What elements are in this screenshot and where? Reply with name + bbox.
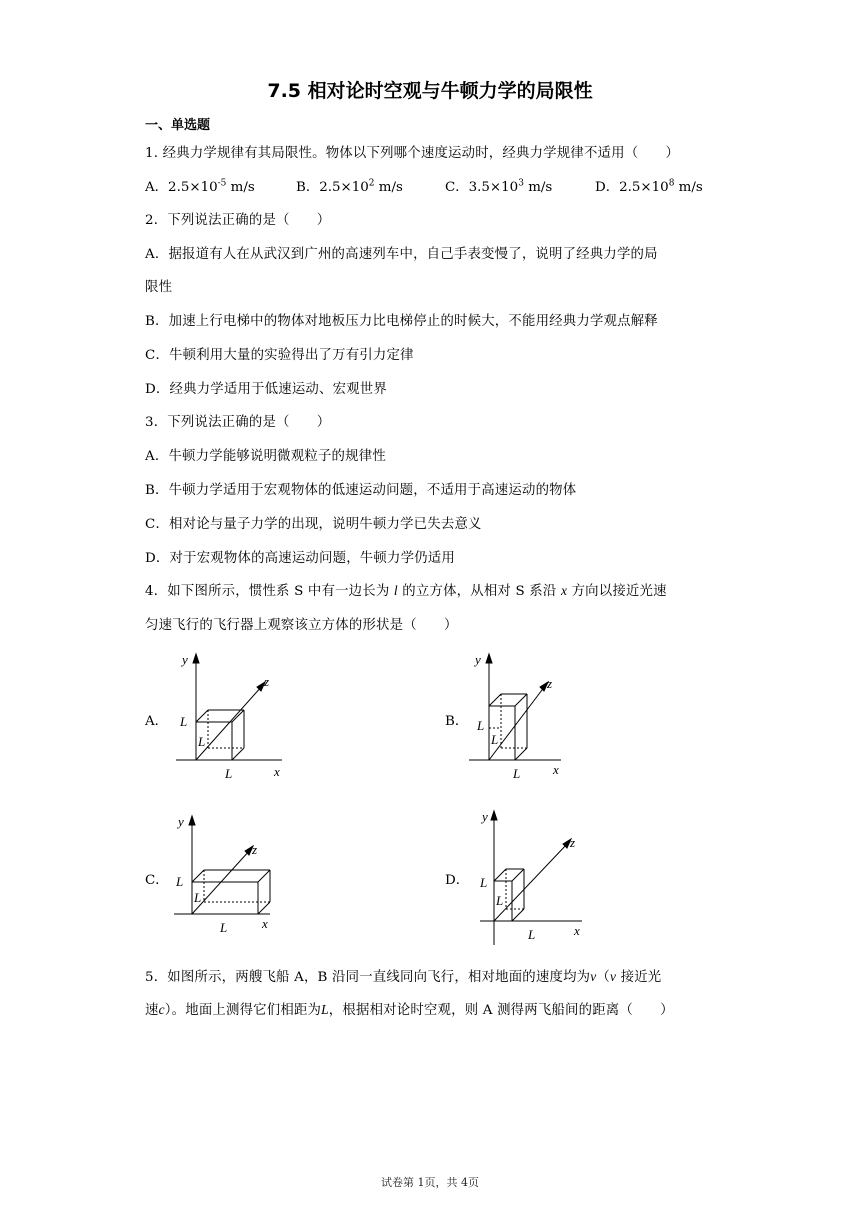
q4-option-a-label[interactable]: A． — [145, 714, 169, 729]
q3-option-a[interactable]: A．牛顿力学能够说明微观粒子的规律性 — [145, 449, 386, 464]
q4-option-b-label[interactable]: B． — [445, 714, 469, 729]
q2-option-a[interactable]: A．据报道有人在从武汉到广州的高速列车中，自己手表变慢了，说明了经典力学的局 — [145, 247, 658, 262]
l-label: L — [180, 714, 188, 729]
page-title: 7.5 相对论时空观与牛顿力学的局限性 — [267, 80, 593, 102]
q4-option-c-label[interactable]: C． — [145, 873, 169, 888]
q1-option-a[interactable]: A．$2.5\times 10^{-5}$ m/s — [145, 178, 255, 195]
q1-option-b[interactable]: B．$2.5\times 10^2$ m/s — [296, 178, 403, 195]
q4-figure-a[interactable] — [170, 650, 295, 785]
q4-option-d-label[interactable]: D． — [445, 873, 470, 888]
q3-option-d[interactable]: D．对于宏观物体的高速运动问题，牛顿力学仍适用 — [145, 551, 455, 566]
q4-stem-line1: 4．如下图所示，惯性系 S 中有一边长为 l 的立方体，从相对 S 系沿 x 方向以接近光速 — [145, 583, 667, 599]
y-axis-label: y — [475, 652, 481, 667]
z-axis-label: z — [252, 842, 258, 857]
l-label: L — [491, 732, 499, 747]
l-label: L — [477, 718, 485, 733]
q5-stem-line2: 速c）。地面上测得它们相距为L，根据相对论时空观，则 A 测得两飞船间的距离（ ） — [145, 1002, 674, 1018]
l-label: L — [225, 766, 233, 781]
z-axis-label: z — [264, 674, 270, 689]
l-label: L — [198, 734, 206, 749]
x-axis-label: x — [553, 762, 559, 777]
y-axis-label: y — [178, 814, 184, 829]
x-axis-label: x — [574, 923, 580, 938]
q2-option-a-cont[interactable]: 限性 — [145, 280, 173, 295]
section-heading: 一、单选题 — [145, 118, 211, 133]
y-axis-label: y — [182, 652, 188, 667]
l-label: L — [176, 874, 184, 889]
z-axis-label: z — [547, 676, 553, 691]
y-axis-label: y — [482, 809, 488, 824]
l-label: L — [496, 893, 504, 908]
q3-option-b[interactable]: B．牛顿力学适用于宏观物体的低速运动问题，不适用于高速运动的物体 — [145, 483, 577, 498]
q2-option-d[interactable]: D．经典力学适用于低速运动、宏观世界 — [145, 382, 387, 397]
q3-option-c[interactable]: C．相对论与量子力学的出现，说明牛顿力学已失去意义 — [145, 517, 482, 532]
x-axis-label: x — [262, 916, 268, 931]
l-label: L — [480, 875, 488, 890]
q2-option-c[interactable]: C．牛顿利用大量的实验得出了万有引力定律 — [145, 348, 414, 363]
x-axis-label: x — [274, 764, 280, 779]
page-footer: 试卷第 1页，共 4页 — [381, 1176, 479, 1189]
q1-option-d[interactable]: D．$2.5\times 10^8$ m/s — [595, 178, 703, 195]
z-axis-label: z — [570, 835, 576, 850]
q4-figure-c[interactable] — [170, 812, 295, 942]
q2-stem: 2．下列说法正确的是（ ） — [145, 213, 331, 228]
q3-stem: 3．下列说法正确的是（ ） — [145, 415, 331, 430]
l-label: L — [513, 766, 521, 781]
q4-stem-line2: 匀速飞行的飞行器上观察该立方体的形状是（ ） — [145, 618, 458, 633]
q4-figure-d[interactable] — [470, 805, 595, 945]
l-label: L — [528, 927, 536, 942]
q2-option-b[interactable]: B．加速上行电梯中的物体对地板压力比电梯停止的时候大，不能用经典力学观点解释 — [145, 314, 658, 329]
q5-stem-line1: 5．如图所示，两艘飞船 A，B 沿同一直线同向飞行，相对地面的速度均为v（v 接近光 — [145, 969, 662, 985]
q4-figure-b[interactable] — [465, 650, 590, 785]
q1-stem: 1. 经典力学规律有其局限性。物体以下列哪个速度运动时，经典力学规律不适用（ ） — [145, 146, 680, 161]
q1-option-c[interactable]: C．$3.5\times 10^3$ m/s — [445, 178, 553, 195]
l-label: L — [194, 890, 202, 905]
l-label: L — [220, 920, 228, 935]
